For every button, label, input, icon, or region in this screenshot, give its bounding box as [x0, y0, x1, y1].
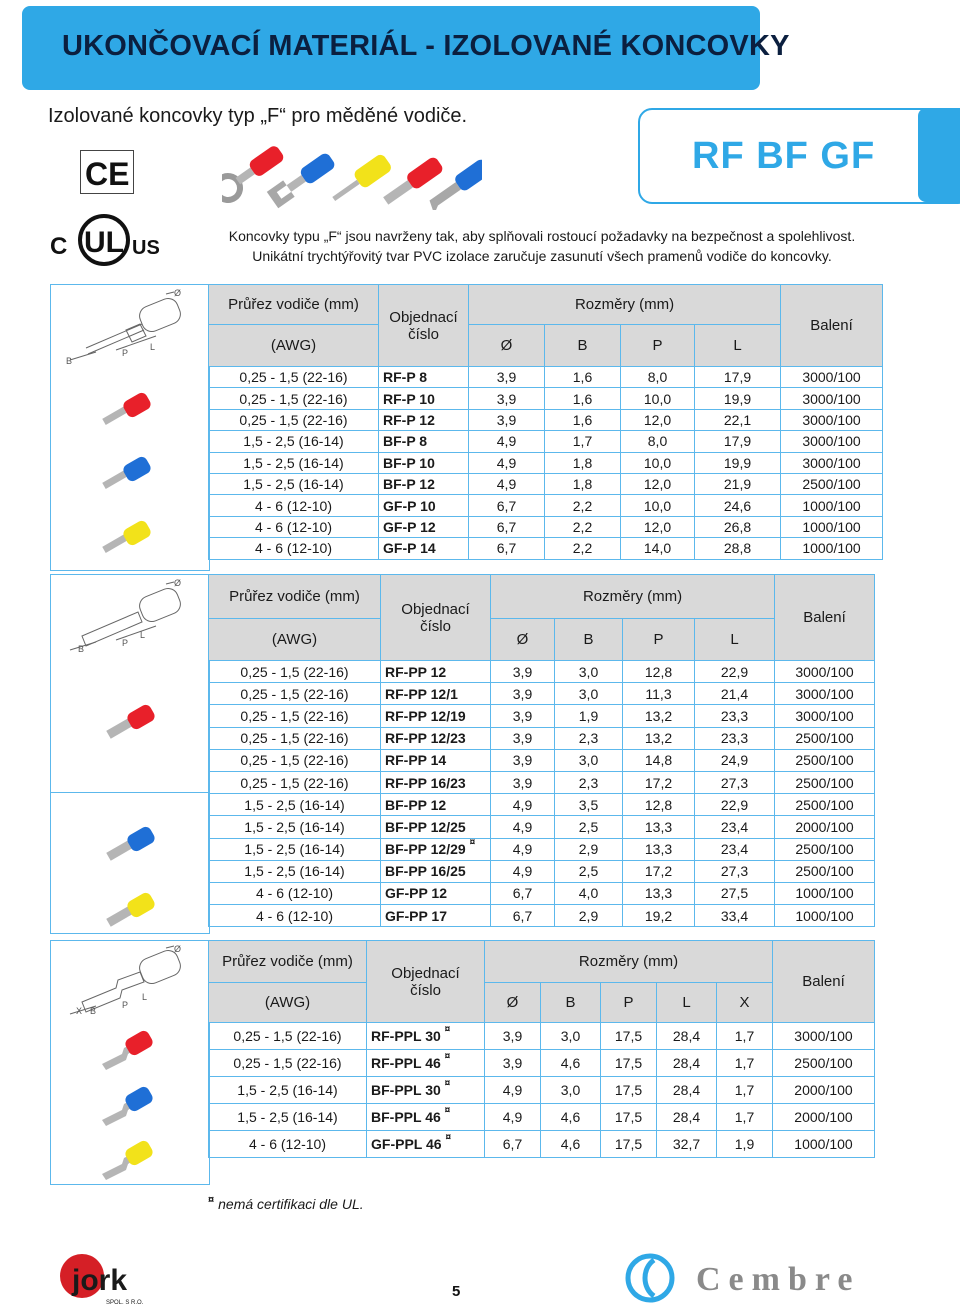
b-cell: 4,6 — [541, 1131, 601, 1158]
b-cell: 1,7 — [545, 431, 621, 452]
l-cell: 22,1 — [695, 409, 781, 430]
table-row — [209, 538, 883, 559]
l-cell: 22,9 — [695, 661, 775, 683]
order-code-cell: GF-P 14 — [379, 538, 469, 559]
header-packing: Balení — [775, 575, 875, 661]
b-cell: 4,6 — [541, 1050, 601, 1077]
x-cell: 1,9 — [717, 1131, 773, 1158]
header-l: L — [695, 325, 781, 367]
packing-cell: 2500/100 — [781, 473, 883, 494]
order-code-cell: GF-PPL 46 ¤ — [367, 1131, 485, 1158]
diameter-cell: 6,7 — [485, 1131, 541, 1158]
p-cell: 17,5 — [601, 1023, 657, 1050]
header-l: L — [695, 619, 775, 661]
table-row — [209, 452, 883, 473]
packing-cell: 1000/100 — [781, 516, 883, 537]
l-cell: 28,4 — [657, 1023, 717, 1050]
diameter-cell: 4,9 — [491, 816, 555, 838]
l-cell: 19,9 — [695, 452, 781, 473]
blue-flat-terminal-icon — [104, 824, 164, 864]
packing-cell: 2500/100 — [775, 838, 875, 860]
l-cell: 27,3 — [695, 860, 775, 882]
pin-terminal-dimension-drawing — [56, 288, 204, 368]
l-cell: 17,9 — [695, 431, 781, 452]
table-row — [209, 473, 883, 494]
b-cell: 2,5 — [555, 816, 623, 838]
cross-section-cell: 4 - 6 (12-10) — [209, 1131, 367, 1158]
p-cell: 19,2 — [623, 905, 695, 927]
yellow-terminal-icon — [100, 518, 160, 558]
cross-section-cell: 1,5 - 2,5 (16-14) — [209, 1077, 367, 1104]
diameter-cell: 6,7 — [469, 516, 545, 537]
order-code-cell: GF-P 12 — [379, 516, 469, 537]
ce-certification-icon — [80, 150, 134, 194]
packing-cell: 2000/100 — [773, 1104, 875, 1131]
diameter-cell: 6,7 — [469, 495, 545, 516]
table-row — [209, 838, 875, 860]
packing-cell: 3000/100 — [773, 1023, 875, 1050]
drawing-label-l: L — [150, 342, 156, 352]
table-row — [209, 409, 883, 430]
ul-note-marker: ¤ — [444, 1078, 451, 1089]
offset-flat-pin-dimension-drawing — [56, 944, 204, 1020]
table-row — [209, 516, 883, 537]
b-cell: 2,3 — [555, 771, 623, 793]
cross-section-cell: 1,5 - 2,5 (16-14) — [209, 452, 379, 473]
header-diameter: Ø — [469, 325, 545, 367]
cross-section-cell: 0,25 - 1,5 (22-16) — [209, 1050, 367, 1077]
header-order-number: Objednací číslo — [379, 285, 469, 367]
diameter-cell: 4,9 — [469, 431, 545, 452]
ul-note-marker: ¤ — [444, 1024, 451, 1035]
page-number: 5 — [452, 1283, 461, 1300]
b-cell: 1,6 — [545, 388, 621, 409]
cross-section-cell: 1,5 - 2,5 (16-14) — [209, 816, 381, 838]
packing-cell: 3000/100 — [781, 452, 883, 473]
cross-section-cell: 0,25 - 1,5 (22-16) — [209, 749, 381, 771]
table-row — [209, 388, 883, 409]
packing-cell: 2500/100 — [773, 1050, 875, 1077]
packing-cell: 3000/100 — [775, 661, 875, 683]
order-code-cell: RF-PP 12 — [381, 661, 491, 683]
p-cell: 17,2 — [623, 860, 695, 882]
cross-section-cell: 0,25 - 1,5 (22-16) — [209, 388, 379, 409]
cross-section-cell: 0,25 - 1,5 (22-16) — [209, 727, 381, 749]
diameter-cell: 4,9 — [485, 1104, 541, 1131]
header-awg: (AWG) — [209, 983, 367, 1023]
order-code-cell: BF-PP 12/25 — [381, 816, 491, 838]
p-cell: 11,3 — [623, 683, 695, 705]
cross-section-cell: 4 - 6 (12-10) — [209, 905, 381, 927]
jork-logo — [58, 1248, 168, 1308]
b-cell: 3,5 — [555, 794, 623, 816]
diameter-cell: 6,7 — [491, 905, 555, 927]
packing-cell: 2000/100 — [775, 816, 875, 838]
diameter-cell: 4,9 — [491, 838, 555, 860]
cross-section-cell: 4 - 6 (12-10) — [209, 495, 379, 516]
x-cell: 1,7 — [717, 1023, 773, 1050]
table-row — [209, 816, 875, 838]
l-cell: 32,7 — [657, 1131, 717, 1158]
table-row — [209, 771, 875, 793]
order-code-cell: GF-PP 17 — [381, 905, 491, 927]
order-code-cell: RF-PP 12/23 — [381, 727, 491, 749]
diameter-cell: 6,7 — [469, 538, 545, 559]
p-cell: 13,2 — [623, 705, 695, 727]
p-cell: 17,5 — [601, 1104, 657, 1131]
packing-cell: 1000/100 — [775, 882, 875, 904]
offset-flat-pin-terminal-table — [208, 940, 875, 1158]
blue-terminal-icon — [100, 454, 160, 494]
red-terminal-icon — [100, 390, 160, 430]
l-cell: 28,4 — [657, 1050, 717, 1077]
ul-footnote — [208, 1196, 364, 1212]
b-cell: 2,5 — [555, 860, 623, 882]
b-cell: 4,0 — [555, 882, 623, 904]
packing-cell: 1000/100 — [773, 1131, 875, 1158]
cross-section-cell: 0,25 - 1,5 (22-16) — [209, 409, 379, 430]
p-cell: 13,3 — [623, 816, 695, 838]
footnote-symbol: ¤ — [208, 1194, 215, 1206]
p-cell: 12,0 — [621, 473, 695, 494]
diameter-cell: 3,9 — [491, 705, 555, 727]
drawing-label-p: P — [122, 638, 129, 648]
series-tab — [918, 108, 960, 202]
header-b: B — [541, 983, 601, 1023]
x-cell: 1,7 — [717, 1077, 773, 1104]
b-cell: 3,0 — [555, 683, 623, 705]
drawing-label-diameter: Ø — [174, 944, 182, 954]
header-dimensions: Rozměry (mm) — [469, 285, 781, 325]
header-p: P — [601, 983, 657, 1023]
packing-cell: 3000/100 — [775, 705, 875, 727]
l-cell: 21,9 — [695, 473, 781, 494]
cross-section-cell: 4 - 6 (12-10) — [209, 516, 379, 537]
jork-logo-subtext: SPOL. S R.O. — [106, 1300, 144, 1306]
cross-section-cell: 1,5 - 2,5 (16-14) — [209, 794, 381, 816]
table-row — [209, 683, 875, 705]
diameter-cell: 3,9 — [491, 683, 555, 705]
b-cell: 1,8 — [545, 452, 621, 473]
table-row — [209, 661, 875, 683]
l-cell: 28,8 — [695, 538, 781, 559]
header-awg: (AWG) — [209, 325, 379, 367]
table-row — [209, 1104, 875, 1131]
ul-note-marker: ¤ — [445, 1132, 451, 1143]
header-x: X — [717, 983, 773, 1023]
l-cell: 24,6 — [695, 495, 781, 516]
packing-cell: 2500/100 — [775, 794, 875, 816]
order-code-cell: RF-P 10 — [379, 388, 469, 409]
l-cell: 23,4 — [695, 816, 775, 838]
ul-certification-icon — [48, 212, 160, 270]
description-line-2: Unikátní trychtýřovitý tvar PVC izolace zaručuje zasunutí všech pramenů vodiče do koncovky. — [252, 248, 832, 264]
cembre-logo-text: Cembre — [696, 1261, 861, 1298]
cross-section-cell: 1,5 - 2,5 (16-14) — [209, 860, 381, 882]
cross-section-cell: 4 - 6 (12-10) — [209, 538, 379, 559]
packing-cell: 1000/100 — [775, 905, 875, 927]
series-label: RF BF GF — [692, 135, 876, 177]
cross-section-cell: 0,25 - 1,5 (22-16) — [209, 705, 381, 727]
packing-cell: 3000/100 — [781, 388, 883, 409]
packing-cell: 2500/100 — [775, 749, 875, 771]
diameter-cell: 3,9 — [469, 409, 545, 430]
order-code-cell: BF-PPL 30 ¤ — [367, 1077, 485, 1104]
packing-cell: 1000/100 — [781, 538, 883, 559]
diameter-cell: 3,9 — [491, 771, 555, 793]
red-offset-terminal-icon — [100, 1030, 160, 1070]
drawing-label-p: P — [122, 1000, 129, 1010]
b-cell: 2,2 — [545, 516, 621, 537]
p-cell: 12,8 — [623, 794, 695, 816]
cross-section-cell: 1,5 - 2,5 (16-14) — [209, 473, 379, 494]
order-code-cell: BF-PP 16/25 — [381, 860, 491, 882]
table-row — [209, 794, 875, 816]
header-p: P — [623, 619, 695, 661]
table-row — [209, 749, 875, 771]
p-cell: 17,5 — [601, 1050, 657, 1077]
diameter-cell: 4,9 — [491, 794, 555, 816]
diameter-cell: 3,9 — [491, 727, 555, 749]
ul-left-text: C — [50, 233, 68, 260]
order-code-cell: RF-P 12 — [379, 409, 469, 430]
header-packing: Balení — [773, 941, 875, 1023]
page-subtitle: Izolované koncovky typ „F“ pro měděné vodiče. — [48, 105, 468, 127]
p-cell: 10,0 — [621, 452, 695, 473]
flat-pin-dimension-drawing — [56, 578, 204, 658]
l-cell: 28,4 — [657, 1077, 717, 1104]
table-row — [209, 495, 883, 516]
p-cell: 17,2 — [623, 771, 695, 793]
l-cell: 33,4 — [695, 905, 775, 927]
order-code-cell: GF-P 10 — [379, 495, 469, 516]
l-cell: 28,4 — [657, 1104, 717, 1131]
packing-cell: 3000/100 — [781, 367, 883, 388]
cross-section-cell: 0,25 - 1,5 (22-16) — [209, 661, 381, 683]
b-cell: 3,0 — [541, 1077, 601, 1104]
table-row — [209, 1023, 875, 1050]
order-code-cell: BF-PPL 46 ¤ — [367, 1104, 485, 1131]
drawing-label-b: B — [90, 1006, 97, 1016]
cross-section-cell: 0,25 - 1,5 (22-16) — [209, 367, 379, 388]
p-cell: 13,3 — [623, 838, 695, 860]
cross-section-cell: 1,5 - 2,5 (16-14) — [209, 838, 381, 860]
packing-cell: 2500/100 — [775, 727, 875, 749]
yellow-flat-terminal-icon — [104, 890, 164, 930]
description — [212, 226, 872, 266]
ul-note-marker: ¤ — [469, 838, 476, 849]
b-cell: 2,2 — [545, 538, 621, 559]
diameter-cell: 3,9 — [491, 749, 555, 771]
order-code-cell: BF-PP 12 — [381, 794, 491, 816]
p-cell: 8,0 — [621, 367, 695, 388]
header-order-number: Objednací číslo — [381, 575, 491, 661]
red-flat-terminal-icon — [104, 702, 164, 742]
p-cell: 13,3 — [623, 882, 695, 904]
b-cell: 1,6 — [545, 409, 621, 430]
terminal-products-illustration — [222, 140, 482, 210]
drawing-label-b: B — [78, 644, 85, 654]
order-code-cell: RF-PPL 30 ¤ — [367, 1023, 485, 1050]
packing-cell: 3000/100 — [775, 683, 875, 705]
diameter-cell: 4,9 — [485, 1077, 541, 1104]
description-line-1: Koncovky typu „F“ jsou navrženy tak, aby splňovali rostoucí požadavky na bezpečnost a spolehlivost. — [228, 228, 856, 244]
header-awg: (AWG) — [209, 619, 381, 661]
yellow-offset-terminal-icon — [100, 1140, 160, 1180]
cross-section-cell: 1,5 - 2,5 (16-14) — [209, 1104, 367, 1131]
cembre-logo — [624, 1250, 904, 1306]
packing-cell: 3000/100 — [781, 431, 883, 452]
ul-note-marker: ¤ — [444, 1051, 451, 1062]
table-row — [209, 1077, 875, 1104]
order-code-cell: RF-PPL 46 ¤ — [367, 1050, 485, 1077]
table-row — [209, 860, 875, 882]
l-cell: 21,4 — [695, 683, 775, 705]
header-b: B — [545, 325, 621, 367]
header-l: L — [657, 983, 717, 1023]
p-cell: 14,8 — [623, 749, 695, 771]
flat-pin-terminal-table — [208, 574, 875, 927]
b-cell: 2,2 — [545, 495, 621, 516]
b-cell: 1,6 — [545, 367, 621, 388]
order-code-cell: BF-P 12 — [379, 473, 469, 494]
drawing-label-l: L — [142, 992, 148, 1002]
l-cell: 17,9 — [695, 367, 781, 388]
p-cell: 12,0 — [621, 409, 695, 430]
packing-cell: 2500/100 — [775, 771, 875, 793]
diameter-cell: 6,7 — [491, 882, 555, 904]
drawing-label-diameter: Ø — [174, 578, 182, 588]
table-row — [209, 882, 875, 904]
header-dimensions: Rozměry (mm) — [491, 575, 775, 619]
header-p: P — [621, 325, 695, 367]
b-cell: 2,9 — [555, 905, 623, 927]
l-cell: 26,8 — [695, 516, 781, 537]
diameter-cell: 3,9 — [469, 367, 545, 388]
diameter-cell: 4,9 — [491, 860, 555, 882]
order-code-cell: RF-PP 16/23 — [381, 771, 491, 793]
diameter-cell: 4,9 — [469, 473, 545, 494]
diameter-cell: 3,9 — [485, 1050, 541, 1077]
header-diameter: Ø — [491, 619, 555, 661]
l-cell: 24,9 — [695, 749, 775, 771]
p-cell: 10,0 — [621, 495, 695, 516]
table-row — [209, 367, 883, 388]
order-code-cell: BF-P 8 — [379, 431, 469, 452]
table-row — [209, 705, 875, 727]
table-row — [209, 727, 875, 749]
order-code-cell: GF-PP 12 — [381, 882, 491, 904]
drawing-label-x: X — [76, 1006, 83, 1016]
header-cross-section: Průřez vodiče (mm) — [209, 941, 367, 983]
b-cell: 3,0 — [541, 1023, 601, 1050]
table-row — [209, 1131, 875, 1158]
p-cell: 17,5 — [601, 1131, 657, 1158]
p-cell: 12,8 — [623, 661, 695, 683]
diameter-cell: 3,9 — [469, 388, 545, 409]
b-cell: 4,6 — [541, 1104, 601, 1131]
jork-logo-text: jork — [72, 1264, 128, 1297]
pin-terminal-table — [208, 284, 883, 560]
order-code-cell: BF-P 10 — [379, 452, 469, 473]
footnote-text: nemá certifikaci dle UL. — [218, 1196, 364, 1212]
table-row — [209, 431, 883, 452]
l-cell: 27,5 — [695, 882, 775, 904]
b-cell: 2,3 — [555, 727, 623, 749]
b-cell: 3,0 — [555, 661, 623, 683]
packing-cell: 3000/100 — [781, 409, 883, 430]
packing-cell: 2500/100 — [775, 860, 875, 882]
packing-cell: 2000/100 — [773, 1077, 875, 1104]
diameter-cell: 3,9 — [491, 661, 555, 683]
l-cell: 19,9 — [695, 388, 781, 409]
b-cell: 1,8 — [545, 473, 621, 494]
blue-offset-terminal-icon — [100, 1086, 160, 1126]
header-cross-section: Průřez vodiče (mm) — [209, 285, 379, 325]
packing-cell: 1000/100 — [781, 495, 883, 516]
ul-right-text: US — [132, 237, 160, 259]
ul-note-marker: ¤ — [444, 1105, 451, 1116]
header-order-number: Objednací číslo — [367, 941, 485, 1023]
cross-section-cell: 0,25 - 1,5 (22-16) — [209, 771, 381, 793]
l-cell: 23,4 — [695, 838, 775, 860]
cross-section-cell: 1,5 - 2,5 (16-14) — [209, 431, 379, 452]
order-code-cell: BF-PP 12/29 ¤ — [381, 838, 491, 860]
drawing-label-b: B — [66, 356, 73, 366]
diameter-cell: 3,9 — [485, 1023, 541, 1050]
b-cell: 2,9 — [555, 838, 623, 860]
ul-center-text: UL — [84, 226, 124, 259]
x-cell: 1,7 — [717, 1104, 773, 1131]
order-code-cell: RF-PP 12/1 — [381, 683, 491, 705]
page-title: UKONČOVACÍ MATERIÁL - IZOLOVANÉ KONCOVKY — [62, 30, 790, 62]
order-code-cell: RF-PP 12/19 — [381, 705, 491, 727]
b-cell: 3,0 — [555, 749, 623, 771]
p-cell: 13,2 — [623, 727, 695, 749]
l-cell: 27,3 — [695, 771, 775, 793]
cross-section-cell: 0,25 - 1,5 (22-16) — [209, 1023, 367, 1050]
cross-section-cell: 0,25 - 1,5 (22-16) — [209, 683, 381, 705]
drawing-label-p: P — [122, 348, 129, 358]
header-b: B — [555, 619, 623, 661]
p-cell: 17,5 — [601, 1077, 657, 1104]
x-cell: 1,7 — [717, 1050, 773, 1077]
header-diameter: Ø — [485, 983, 541, 1023]
order-code-cell: RF-P 8 — [379, 367, 469, 388]
drawing-label-diameter: Ø — [174, 288, 182, 298]
order-code-cell: RF-PP 14 — [381, 749, 491, 771]
p-cell: 14,0 — [621, 538, 695, 559]
l-cell: 23,3 — [695, 727, 775, 749]
b-cell: 1,9 — [555, 705, 623, 727]
p-cell: 8,0 — [621, 431, 695, 452]
l-cell: 23,3 — [695, 705, 775, 727]
header-packing: Balení — [781, 285, 883, 367]
table-row — [209, 905, 875, 927]
diameter-cell: 4,9 — [469, 452, 545, 473]
p-cell: 12,0 — [621, 516, 695, 537]
table-row — [209, 1050, 875, 1077]
l-cell: 22,9 — [695, 794, 775, 816]
header-dimensions: Rozměry (mm) — [485, 941, 773, 983]
drawing-label-l: L — [140, 630, 146, 640]
cross-section-cell: 4 - 6 (12-10) — [209, 882, 381, 904]
ce-text: CE — [85, 156, 130, 192]
header-cross-section: Průřez vodiče (mm) — [209, 575, 381, 619]
p-cell: 10,0 — [621, 388, 695, 409]
